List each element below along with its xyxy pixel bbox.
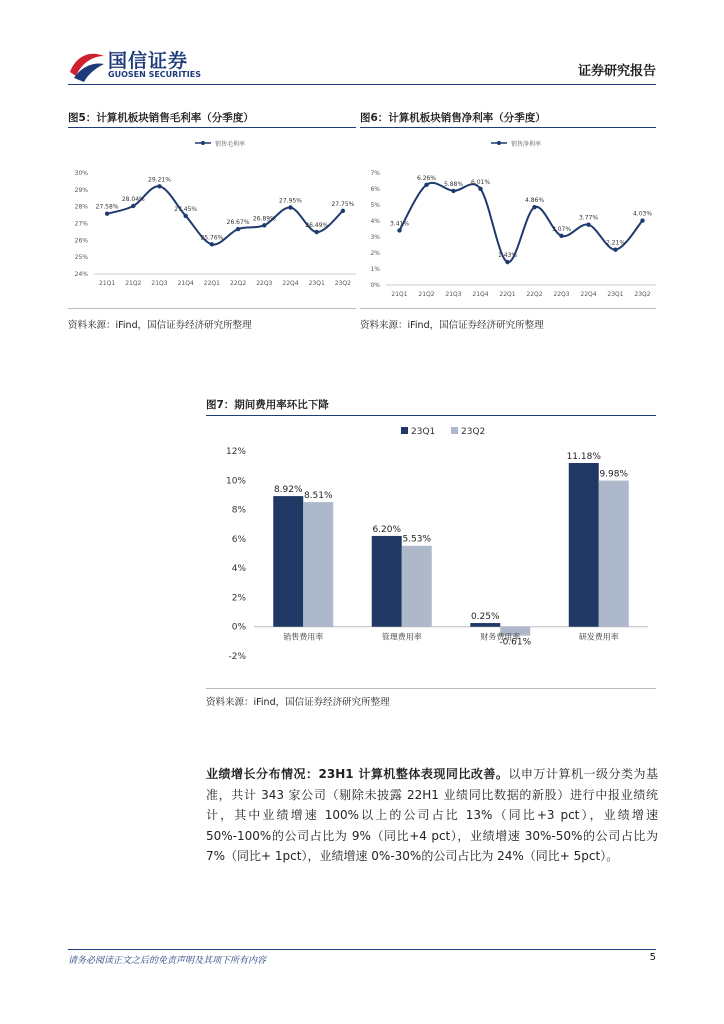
y-tick-label: 0%	[370, 282, 380, 289]
y-tick-label: 30%	[74, 170, 88, 177]
x-tick-label: 23Q2	[334, 280, 351, 287]
x-tick-label: 22Q3	[553, 291, 570, 298]
x-tick-label: 22Q4	[282, 280, 299, 287]
data-label: 27.95%	[279, 197, 302, 205]
y-tick-label: 28%	[74, 203, 88, 211]
x-tick-label: 23Q1	[308, 280, 325, 287]
y-tick-label: 1%	[370, 266, 380, 273]
y-tick-label: 10%	[225, 476, 246, 487]
fig6-title: 图6：计算机板块销售净利率（分季度）	[360, 112, 546, 124]
series-line	[107, 186, 343, 244]
page-number: 5	[649, 952, 656, 963]
x-tick-label: 23Q2	[634, 291, 651, 298]
data-label: 2.21%	[605, 239, 626, 247]
x-tick-label: 21Q2	[418, 291, 435, 298]
data-point	[157, 184, 161, 188]
data-point	[210, 242, 214, 246]
data-label: 1.43%	[497, 252, 518, 260]
y-tick-label: 8%	[231, 505, 246, 516]
data-label: 25.76%	[200, 234, 224, 242]
data-point	[341, 209, 345, 213]
bar	[569, 463, 599, 627]
bar	[303, 502, 333, 627]
data-label: 4.86%	[524, 197, 545, 205]
fig5-source: 资料来源：iFind，国信证券经济研究所整理	[68, 320, 252, 331]
data-point	[288, 205, 292, 209]
y-tick-label: 3%	[370, 234, 380, 241]
fig7-chart	[206, 416, 656, 688]
data-point	[262, 223, 266, 227]
data-label: 5.53%	[402, 534, 432, 545]
data-point	[451, 189, 455, 193]
y-tick-label: 0%	[231, 622, 246, 633]
data-point	[397, 228, 401, 232]
y-tick-label: 12%	[225, 447, 246, 457]
body-paragraph	[206, 764, 658, 867]
bar	[372, 536, 402, 627]
bar	[470, 623, 500, 627]
x-tick-label: 21Q4	[177, 280, 194, 287]
data-label: 6.01%	[470, 178, 491, 186]
data-label: 3.77%	[578, 214, 599, 222]
data-point	[424, 183, 428, 187]
x-tick-label: 21Q3	[151, 280, 168, 287]
legend-label: 23Q2	[461, 427, 486, 437]
data-point	[478, 187, 482, 191]
data-point	[131, 204, 135, 208]
x-tick-label: 销售费用率	[283, 632, 324, 642]
data-point	[105, 212, 109, 216]
fig6-chart-frame	[360, 127, 656, 309]
data-label: 5.88%	[443, 180, 464, 188]
data-point	[236, 227, 240, 231]
data-point	[184, 214, 188, 218]
brand-name-cn: 国信证券	[108, 50, 189, 72]
data-point	[586, 222, 590, 226]
data-label: 9.98%	[599, 469, 629, 480]
legend-label: 23Q1	[411, 427, 436, 437]
y-tick-label: 6%	[370, 186, 380, 193]
company-logo	[68, 46, 208, 88]
data-point	[613, 247, 617, 251]
data-label: 11.18%	[566, 452, 601, 463]
x-tick-label: 21Q2	[125, 280, 142, 287]
y-tick-label: 2%	[231, 593, 246, 604]
fig7-source: 资料来源：iFind，国信证券经济研究所整理	[206, 697, 390, 708]
y-tick-label: 6%	[231, 534, 246, 545]
y-tick-label: 5%	[370, 202, 380, 209]
x-tick-label: 22Q3	[256, 280, 273, 287]
y-tick-label: 4%	[231, 564, 246, 575]
bar	[402, 546, 432, 627]
data-point	[505, 260, 509, 264]
bar	[273, 496, 303, 627]
fig5-chart	[68, 128, 356, 308]
report-type-label: 证券研究报告	[577, 64, 656, 79]
footer-divider	[68, 949, 656, 950]
fig6-source: 资料来源：iFind，国信证券经济研究所整理	[360, 320, 544, 331]
x-tick-label: 23Q1	[607, 291, 624, 298]
header-divider	[68, 84, 656, 85]
body-lead-bold: 业绩增长分布情况：23H1 计算机整体表现同比改善。	[206, 767, 509, 781]
legend-swatch	[401, 427, 408, 434]
x-tick-label: 管理费用率	[381, 632, 422, 642]
x-tick-label: 21Q1	[99, 280, 116, 287]
y-tick-label: 26%	[74, 237, 88, 245]
y-tick-label: -2%	[228, 652, 246, 662]
x-tick-label: 22Q2	[230, 280, 247, 287]
y-tick-label: 7%	[370, 170, 380, 177]
data-label: 29.21%	[148, 176, 171, 184]
y-tick-label: 27%	[74, 220, 88, 228]
legend-label: 销售净利率	[511, 141, 542, 148]
y-tick-label: 24%	[74, 271, 88, 278]
fig7-chart-frame	[206, 415, 656, 689]
data-point	[640, 218, 644, 222]
legend-marker	[201, 141, 205, 145]
data-label: 27.45%	[174, 205, 198, 213]
data-label: 4.03%	[632, 210, 653, 218]
data-label: 3.41%	[389, 220, 410, 228]
legend-marker	[497, 141, 501, 145]
body-text: 以申万计算机一级分类为基准，共计 343 家公司（剔除未披露 22H1 业绩同比数据的新股）进行中报业绩统计，其中业绩增速 100%以上的公司占比 13%（同比+3 pct），业绩增速 50%-100%的公司占比为 9%（同比+4 pct），业绩增速 30%-50%的公司占比为 7%（同比+ 1pct），业绩增速 0%-30%的公司占比为 24%（同比+ 5pct）。	[206, 767, 658, 863]
x-tick-label: 22Q4	[580, 291, 597, 298]
fig5-chart-frame	[68, 127, 356, 309]
data-label: 28.04%	[121, 195, 145, 203]
data-label: 26.49%	[305, 222, 329, 230]
footer-disclaimer: 请务必阅读正文之后的免责声明及其项下所有内容	[68, 956, 267, 966]
data-label: 0.25%	[470, 612, 500, 623]
data-label: 8.92%	[273, 485, 303, 496]
bar	[599, 481, 629, 627]
data-label: 27.75%	[331, 200, 355, 208]
legend-swatch	[451, 427, 458, 434]
y-tick-label: 29%	[74, 186, 88, 194]
data-point	[532, 205, 536, 209]
x-tick-label: 22Q2	[526, 291, 543, 298]
guosen-logo-mark-icon	[68, 46, 106, 84]
data-label: 26.89%	[252, 215, 276, 223]
fig5-title: 图5：计算机板块销售毛利率（分季度）	[68, 112, 254, 124]
data-label: 26.67%	[226, 219, 250, 227]
data-label: 8.51%	[303, 491, 333, 502]
fig7-title: 图7：期间费用率环比下降	[206, 399, 329, 411]
x-tick-label: 22Q1	[203, 280, 220, 287]
x-tick-label: 22Q1	[499, 291, 516, 298]
data-label: -0.61%	[499, 637, 532, 648]
x-tick-label: 21Q1	[391, 291, 408, 298]
data-point	[315, 230, 319, 234]
x-tick-label: 财务费用率	[480, 632, 521, 642]
data-label: 3.07%	[551, 225, 572, 233]
data-label: 6.26%	[416, 174, 437, 182]
data-label: 6.20%	[372, 524, 402, 535]
x-tick-label: 21Q3	[445, 291, 462, 298]
data-point	[559, 234, 563, 238]
x-tick-label: 21Q4	[472, 291, 489, 298]
y-tick-label: 2%	[370, 250, 380, 257]
legend-label: 销售毛利率	[215, 141, 246, 148]
y-tick-label: 4%	[370, 218, 380, 225]
fig6-chart	[360, 128, 656, 308]
y-tick-label: 25%	[74, 254, 88, 262]
data-label: 27.58%	[95, 203, 119, 211]
brand-name-en: GUOSEN SECURITIES	[108, 70, 201, 79]
x-tick-label: 研发费用率	[578, 632, 619, 642]
